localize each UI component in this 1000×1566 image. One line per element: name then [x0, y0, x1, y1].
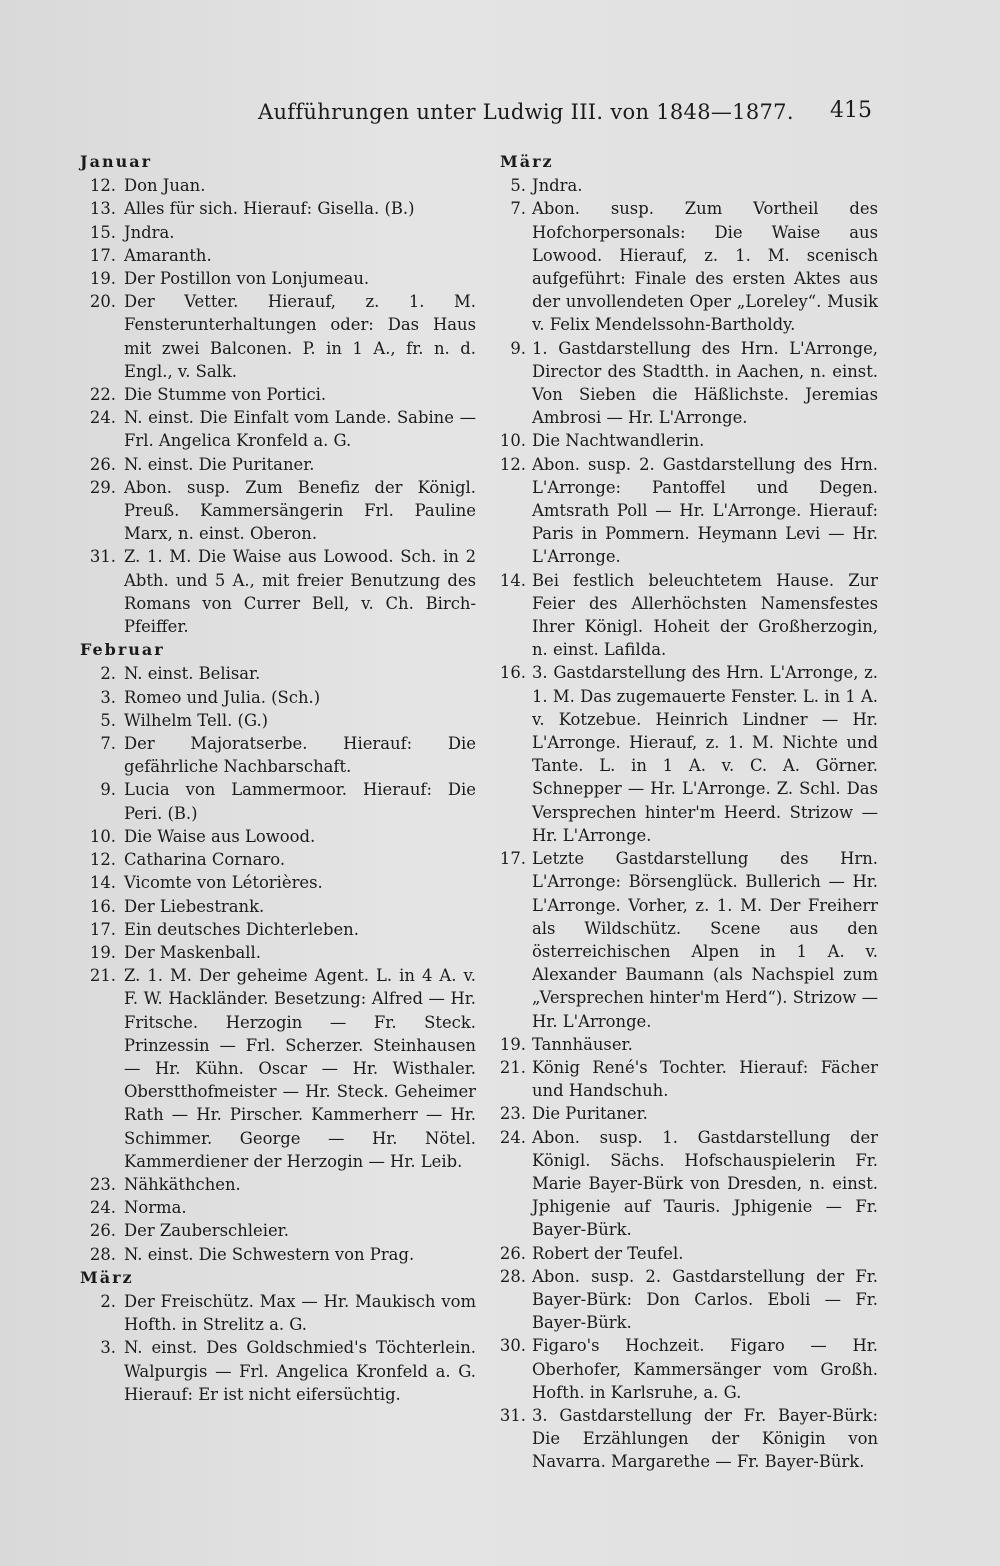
entry-date: 10.	[89, 826, 116, 846]
entry-text: Der Majoratserbe. Hierauf: Die gefährliche Nachbarschaft.	[124, 734, 476, 777]
entry-date: 2.	[100, 664, 116, 684]
performance-entry	[78, 476, 476, 546]
performance-entry	[78, 662, 476, 685]
entry-date: 5.	[510, 176, 526, 196]
entry-date: 26.	[89, 1221, 116, 1241]
performance-entry	[78, 1173, 476, 1196]
performance-entry	[78, 545, 476, 638]
entry-date: 3.	[100, 687, 116, 707]
entry-text: Der Zauberschleier.	[124, 1221, 289, 1241]
entry-text: Der Liebestrank.	[124, 896, 265, 916]
entry-date: 26.	[89, 454, 116, 474]
entry-text: Die Waise aus Lowood.	[124, 826, 316, 846]
entry-date: 20.	[89, 292, 116, 312]
entry-text: Letzte Gastdarstellung des Hrn. L'Arronge: Börsenglück. Bullerich — Hr. L'Arronge. Vorher, z. 1. M. Der Freiherr als Wildschütz. Scene aus den österreichischen Alpen in 1 A. v. Alexander Baumann (als Nachspiel zum „Versprechen hinter'm Herd“). Strizow — Hr. L'Arronge.	[532, 849, 878, 1031]
maerz-list-left	[78, 1290, 476, 1406]
performance-entry	[78, 1219, 476, 1242]
performance-entry	[78, 778, 476, 824]
entry-text: Catharina Cornaro.	[124, 850, 286, 870]
februar-list	[78, 662, 476, 1265]
entry-text: Abon. susp. Zum Benefiz der Königl. Preuß. Kammersängerin Frl. Pauline Marx, n. einst. Oberon.	[124, 477, 476, 544]
performance-entry	[498, 569, 878, 662]
performance-entry	[498, 1056, 878, 1102]
entry-date: 31.	[89, 547, 116, 567]
entry-text: Jndra.	[124, 222, 175, 242]
entry-text: 3. Gastdarstellung der Fr. Bayer-Bürk: Die Erzählungen der Königin von Navarra. Margarethe — Fr. Bayer-Bürk.	[532, 1405, 878, 1472]
entry-text: Wilhelm Tell. (G.)	[124, 710, 269, 730]
entry-date: 7.	[100, 734, 116, 754]
entry-text: Tannhäuser.	[532, 1034, 633, 1054]
performance-entry	[498, 1334, 878, 1404]
entry-date: 13.	[89, 199, 116, 219]
performance-entry	[78, 453, 476, 476]
right-column	[498, 150, 878, 1474]
performance-entry	[78, 406, 476, 452]
performance-entry	[498, 661, 878, 847]
performance-entry	[78, 244, 476, 267]
performance-entry	[498, 1265, 878, 1335]
entry-text: Jndra.	[532, 176, 583, 196]
performance-entry	[78, 1336, 476, 1406]
entry-text: Die Puritaner.	[532, 1104, 648, 1124]
entry-text: Amaranth.	[124, 245, 212, 265]
entry-text: Z. 1. M. Der geheime Agent. L. in 4 A. v. F. W. Hackländer. Besetzung: Alfred — Hr. Fritsche. Herzogin — Fr. Steck. Prinzessin — Frl. Scherzer. Steinhausen — Hr. Kühn. Oscar — Hr. Wisthaler. Oberstthofmeister — Hr. Steck. Geheimer Rath — Hr. Pirscher. Kammerherr — Hr. Schimmer. George — Hr. Nötel. Kammerdiener der Herzogin — Hr. Leib.	[124, 966, 476, 1171]
performance-entry	[498, 1033, 878, 1056]
performance-entry	[78, 1196, 476, 1219]
performance-entry	[498, 1404, 878, 1474]
month-heading-februar: Februar	[80, 640, 165, 660]
performance-entry	[78, 709, 476, 732]
entry-date: 22.	[89, 385, 116, 405]
month-heading-januar: Januar	[80, 152, 152, 171]
entry-date: 23.	[89, 1174, 116, 1194]
month-heading-maerz: März	[80, 1267, 134, 1287]
entry-date: 21.	[499, 1057, 526, 1077]
entry-date: 23.	[499, 1104, 526, 1124]
entry-text: Abon. susp. 2. Gastdarstellung des Hrn. L'Arronge: Pantoffel und Degen. Amtsrath Poll — Hr. L'Arronge. Hierauf: Paris in Pommern. Heymann Levi — Hr. L'Arronge.	[532, 454, 878, 567]
performance-entry	[498, 1242, 878, 1265]
running-title: Aufführungen unter Ludwig III. von 1848—1877.	[258, 100, 794, 124]
entry-date: 9.	[100, 780, 116, 800]
entry-date: 10.	[499, 431, 526, 451]
entry-date: 12.	[499, 454, 526, 474]
entry-text: 3. Gastdarstellung des Hrn. L'Arronge, z. 1. M. Das zugemauerte Fenster. L. in 1 A. v. Kotzebue. Heinrich Lindner — Hr. L'Arronge. Hierauf, z. 1. M. Nichte und Tante. L. in 1 A. v. C. A. Görner. Schnepper — Hr. L'Arronge. Z. Schl. Das Versprechen hinter'm Heerd. Strizow — Hr. L'Arronge.	[532, 663, 878, 845]
entry-text: Der Vetter. Hierauf, z. 1. M. Fensterunterhaltungen oder: Das Haus mit zwei Balconen. P. in 1 A., fr. n. d. Engl., v. Salk.	[124, 292, 476, 381]
running-header	[0, 100, 1000, 134]
entry-text: Robert der Teufel.	[532, 1243, 684, 1263]
entry-date: 28.	[89, 1244, 116, 1264]
entry-date: 24.	[89, 1198, 116, 1218]
performance-entry	[498, 429, 878, 452]
entry-text: Vicomte von Létorières.	[124, 873, 323, 893]
performance-entry	[78, 1290, 476, 1336]
performance-entry	[78, 895, 476, 918]
entry-date: 15.	[89, 222, 116, 242]
entry-text: Ein deutsches Dichterleben.	[124, 919, 359, 939]
entry-date: 24.	[499, 1127, 526, 1147]
entry-date: 24.	[89, 408, 116, 428]
entry-text: Nähkäthchen.	[124, 1174, 241, 1194]
entry-date: 3.	[100, 1338, 116, 1358]
performance-entry	[78, 290, 476, 383]
performance-entry	[498, 337, 878, 430]
entry-date: 14.	[499, 570, 526, 590]
performance-entry	[78, 825, 476, 848]
performance-entry	[78, 197, 476, 220]
entry-text: Norma.	[124, 1198, 187, 1218]
performance-entry	[498, 453, 878, 569]
entry-text: N. einst. Die Puritaner.	[124, 454, 315, 474]
entry-date: 28.	[499, 1266, 526, 1286]
performance-entry	[78, 848, 476, 871]
performance-entry	[498, 847, 878, 1033]
page-number: 415	[830, 98, 872, 123]
entry-date: 30.	[499, 1336, 526, 1356]
entry-text: 1. Gastdarstellung des Hrn. L'Arronge, Director des Stadtth. in Aachen, n. einst. Von Sieben die Häßlichste. Jeremias Ambrosi — Hr. L'Arronge.	[532, 338, 878, 428]
performance-entry	[498, 197, 878, 336]
entry-date: 2.	[100, 1291, 116, 1311]
entry-date: 29.	[89, 477, 116, 497]
entry-date: 19.	[89, 942, 116, 962]
performance-entry	[78, 732, 476, 778]
month-heading-maerz-cont: März	[500, 152, 554, 171]
entry-text: Die Nachtwandlerin.	[532, 431, 705, 451]
entry-date: 12.	[89, 176, 116, 196]
performance-entry	[498, 1126, 878, 1242]
performance-entry	[78, 221, 476, 244]
performance-entry	[78, 174, 476, 197]
left-column	[78, 150, 476, 1406]
entry-text: Der Freischütz. Max — Hr. Maukisch vom Hofth. in Strelitz a. G.	[124, 1291, 476, 1335]
entry-text: N. einst. Die Schwestern von Prag.	[124, 1244, 415, 1264]
entry-date: 16.	[89, 896, 116, 916]
entry-text: Der Postillon von Lonjumeau.	[124, 269, 370, 289]
entry-text: Bei festlich beleuchtetem Hause. Zur Feier des Allerhöchsten Namensfestes Ihrer Königl. Hoheit der Großherzogin, n. einst. Lafilda.	[532, 570, 878, 660]
maerz-list-right	[498, 174, 878, 1473]
entry-date: 5.	[100, 710, 116, 730]
entry-date: 14.	[89, 873, 116, 893]
performance-entry	[498, 174, 878, 197]
entry-text: Die Stumme von Portici.	[124, 385, 327, 405]
performance-entry	[78, 383, 476, 406]
entry-date: 26.	[499, 1243, 526, 1263]
entry-text: Abon. susp. 1. Gastdarstellung der Königl. Sächs. Hofschauspielerin Fr. Marie Bayer-Bürk von Dresden, n. einst. Jphigenie auf Tauris. Jphigenie — Fr. Bayer-Bürk.	[532, 1127, 878, 1240]
entry-text: Abon. susp. 2. Gastdarstellung der Fr. Bayer-Bürk: Don Carlos. Eboli — Fr. Bayer-Bürk.	[532, 1266, 878, 1333]
entry-date: 31.	[499, 1405, 526, 1425]
januar-list	[78, 174, 476, 638]
entry-date: 19.	[89, 269, 116, 289]
performance-entry	[78, 267, 476, 290]
performance-entry	[78, 871, 476, 894]
entry-date: 17.	[89, 245, 116, 265]
entry-date: 19.	[499, 1034, 526, 1054]
entry-text: N. einst. Die Einfalt vom Lande. Sabine — Frl. Angelica Kronfeld a. G.	[124, 408, 476, 451]
entry-text: Z. 1. M. Die Waise aus Lowood. Sch. in 2 Abth. und 5 A., mit freier Benutzung des Romans von Currer Bell, v. Ch. Birch-Pfeiffer.	[124, 547, 476, 637]
entry-date: 12.	[89, 850, 116, 870]
entry-text: N. einst. Belisar.	[124, 664, 261, 684]
performance-entry	[78, 1243, 476, 1266]
entry-text: Der Maskenball.	[124, 942, 261, 962]
entry-date: 16.	[499, 663, 526, 683]
entry-text: Alles für sich. Hierauf: Gisella. (B.)	[124, 199, 415, 219]
performance-entry	[78, 918, 476, 941]
entry-text: Don Juan.	[124, 176, 206, 196]
entry-text: Romeo und Julia. (Sch.)	[124, 687, 321, 707]
entry-text: N. einst. Des Goldschmied's Töchterlein. Walpurgis — Frl. Angelica Kronfeld a. G. Hierauf: Er ist nicht eifersüchtig.	[124, 1338, 476, 1404]
entry-date: 17.	[89, 919, 116, 939]
performance-entry	[78, 686, 476, 709]
performance-entry	[78, 941, 476, 964]
entry-date: 7.	[510, 199, 526, 219]
entry-text: Abon. susp. Zum Vortheil des Hofchorpersonals: Die Waise aus Lowood. Hierauf, z. 1. M. scenisch aufgeführt: Finale des ersten Aktes aus der unvollendeten Oper „Loreley“. Musik v. Felix Mendelssohn-Bartholdy.	[532, 199, 878, 335]
performance-entry	[78, 964, 476, 1173]
entry-text: Figaro's Hochzeit. Figaro — Hr. Oberhofer, Kammersänger vom Großh. Hofth. in Karlsruhe, a. G.	[532, 1336, 878, 1402]
entry-date: 21.	[89, 966, 116, 986]
entry-date: 17.	[499, 849, 526, 869]
entry-text: König René's Tochter. Hierauf: Fächer und Handschuh.	[532, 1057, 878, 1101]
performance-entry	[498, 1102, 878, 1125]
entry-text: Lucia von Lammermoor. Hierauf: Die Peri. (B.)	[124, 780, 476, 823]
entry-date: 9.	[510, 338, 526, 358]
